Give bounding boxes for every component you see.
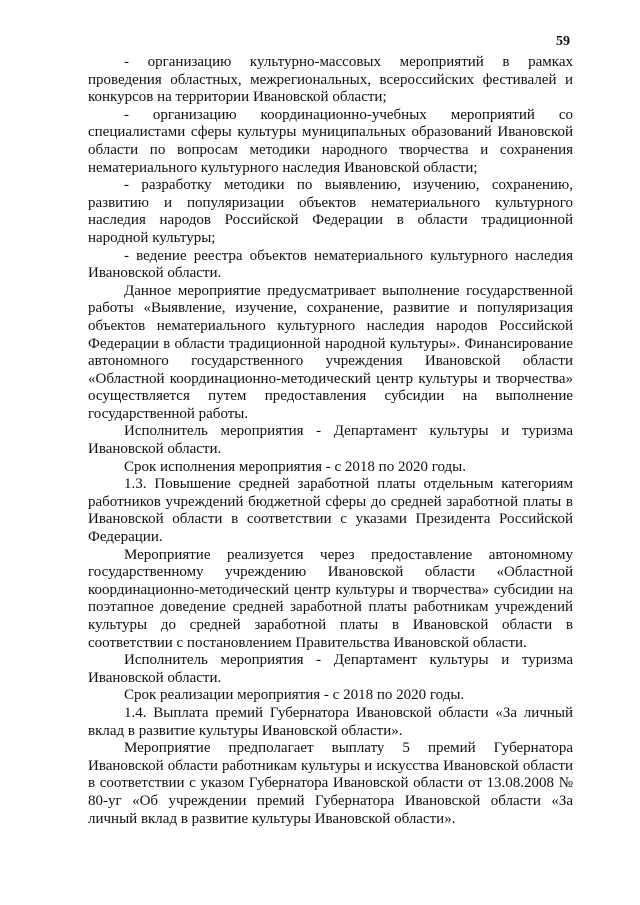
paragraph: Срок исполнения мероприятия - с 2018 по 2020 годы. — [124, 458, 467, 475]
list-item: - разработку методики по выявлению, изучению, сохранению, развитию и популяризации объектов нематериального культурного наследия народов Российской Федерации в области традиционной народной культуры; — [88, 177, 573, 246]
list-item: - организацию культурно-массовых мероприятий в рамках проведения областных, межрегиональных, всероссийских фестивалей и конкурсов на территории Ивановской области; — [88, 54, 573, 106]
list-item: - ведение реестра объектов нематериального культурного наследия Ивановской области. — [88, 247, 573, 282]
paragraph: Исполнитель мероприятия - Департамент культуры и туризма Ивановской области. — [88, 652, 573, 686]
paragraph: Срок реализации мероприятия - с 2018 по 2020 годы. — [124, 687, 465, 704]
document-body — [88, 54, 573, 828]
paragraph: Мероприятие реализуется через предоставление автономному государственному учреждению Ивановской области «Областной координационно-методический центр культуры и творчества» субсидии на поэтапное доведение средней заработной платы работникам учреждений культуры до средней заработной платы в Ивановской области в соответствии с постановлением Правительства Ивановской области. — [88, 546, 573, 651]
paragraph: Исполнитель мероприятия - Департамент культуры и туризма Ивановской области. — [88, 423, 573, 458]
section-heading: 1.3. Повышение средней заработной платы отдельным категориям работников учреждений бюджетной сферы до средней заработной платы в Ивановской области в соответствии с указами Президента Российской Федерации. — [88, 476, 573, 546]
section-heading: 1.4. Выплата премий Губернатора Ивановской области «За личный вклад в развитие культуры Ивановской области». — [88, 704, 573, 739]
paragraph: Данное мероприятие предусматривает выполнение государственной работы «Выявление, изучение, сохранение, развитие и популяризация объектов нематериального культурного наследия народов Российской Федерации в области традиционной народной культуры». Финансирование автономного государственного учреждения Ивановской области «Областной координационно-методический центр культуры и творчества» осуществляется путем предоставления субсидии на выполнение государственной работы. — [88, 282, 573, 422]
page-number: 59 — [556, 34, 570, 49]
list-item: - организацию координационно-учебных мероприятий со специалистами сферы культуры муниципальных образований Ивановской области по вопросам методики народного творчества и сохранения нематериального культурного наследия Ивановской области; — [88, 106, 573, 176]
paragraph: Мероприятие предполагает выплату 5 премий Губернатора Ивановской области работникам культуры и искусства Ивановской области в соответствии с указом Губернатора Ивановской области от 13.08.2008 № 80-уг «Об учреждении премий Губернатора Ивановской области «За личный вклад в развитие культуры Ивановской области». — [88, 740, 573, 827]
